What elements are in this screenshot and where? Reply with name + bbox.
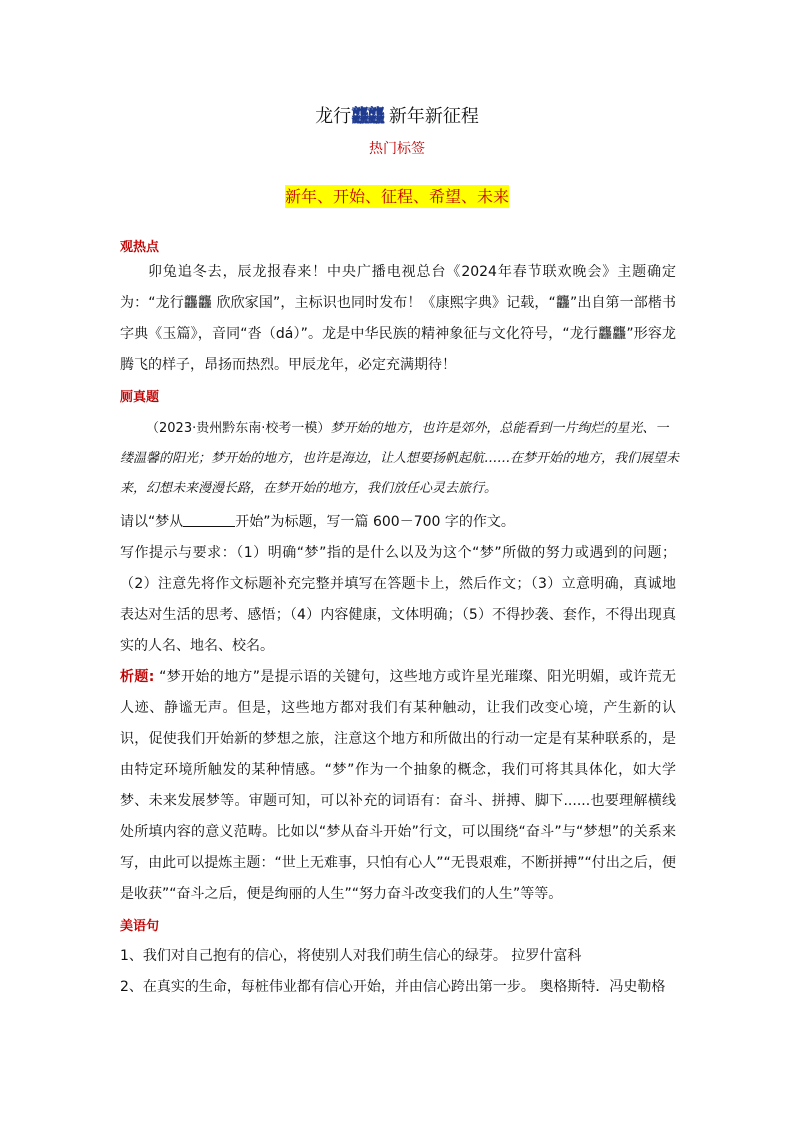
- section-heading-quotes: 美语句: [120, 919, 160, 934]
- title-suffix: 新年新征程: [383, 106, 479, 127]
- hot-point-paragraph: 卯兔追冬去，辰龙报春来！中央广播电视总台《2024年春节联欢晚会》主题确定为：“龙行龘龘 欣欣家国”，主标识也同时发布！《康熙字典》记载，“龘”出自第一部楷书字典《玉篇》，音同“沓（dá）”。龙是中华民族的精神象征与文化符号，“龙行龘龘”形容龙腾飞的样子，昂扬而热烈。甲辰龙年，必定充满期待！: [120, 264, 676, 373]
- analysis-text: “梦开始的地方”是提示语的关键句，这些地方或许星光璀璨、阳光明媚，或许荒无人迹、静谧无声。但是，这些地方都对我们有某种触动，让我们改变心境，产生新的认识，促使我们开始新的梦想之旅，注意这个地方和所做出的行动一定是有某种联系的，是由特定环境所触发的某种情感。“梦”作为一个抽象的概念，我们可将其具体化，如大学梦、未来发展梦等。审题可知，可以补充的词语有：奋斗、拼搏、脚下......也要理解横线处所填内容的意义范畴。比如以“梦从奋斗开始”行文，可以围绕“奋斗”与“梦想”的关系来写，由此可以提炼主题：“世上无难事，只怕有心人”“无畏艰难，不断拼搏”“付出之后，便是收获”“奋斗之后，便是绚丽的人生”“努力奋斗改变我们的人生”等等。: [120, 669, 676, 902]
- prompt-after: 开始”为标题，写一篇 600－700 字的作文。: [235, 514, 515, 530]
- title-blank: [183, 512, 235, 527]
- section-heading-hot-point: 观热点: [120, 240, 160, 255]
- page-title: [0, 104, 794, 130]
- tag-list: 新年、开始、征程、希望、未来: [284, 187, 509, 206]
- question-source: （2023·贵州黔东南·校考一模）: [146, 421, 331, 436]
- quote-list: [120, 941, 676, 1003]
- subtitle-hot-tags: 热门标签: [369, 141, 425, 157]
- quote-item: 2、在真实的生命，每桩伟业都有信心开始，并由信心跨出第一步。 奥格斯特．冯史勒格: [120, 979, 666, 995]
- analysis-paragraph: [120, 662, 676, 910]
- tag-banner: [0, 184, 794, 210]
- question-prompt: [120, 507, 676, 538]
- title-prefix: 龙行: [315, 106, 352, 127]
- prompt-before: 请以“梦从: [120, 514, 184, 530]
- writing-requirements: 写作提示与要求：（1）明确“梦”指的是什么以及为这个“梦”所做的努力或遇到的问题；（2）注意先将作文标题补充完整并填写在答题卡上，然后作文；（3）立意明确，真诚地表达对生活的思考、感悟；（4）内容健康，文体明确；（5）不得抄袭、套作，不得出现真实的人名、地名、校名。: [120, 545, 676, 654]
- title-dragon-glyph: 龘龘: [351, 106, 384, 127]
- analysis-heading: 析题:: [120, 669, 155, 685]
- section-heading-real-question: 厕真题: [120, 390, 160, 405]
- question-quote: [120, 414, 680, 504]
- question-quote-text: 梦开始的地方，也许是郊外，总能看到一片绚烂的星光、一缕温馨的阳光；梦开始的地方，也许是海边，让人想要扬帆起航……在梦开始的地方，我们展望未来，幻想未来漫漫长路，在梦开始的地方，我们放任心灵去旅行。: [120, 421, 680, 496]
- quote-item: 1、我们对自己抱有的信心，将使别人对我们萌生信心的绿芽。 拉罗什富科: [120, 948, 582, 964]
